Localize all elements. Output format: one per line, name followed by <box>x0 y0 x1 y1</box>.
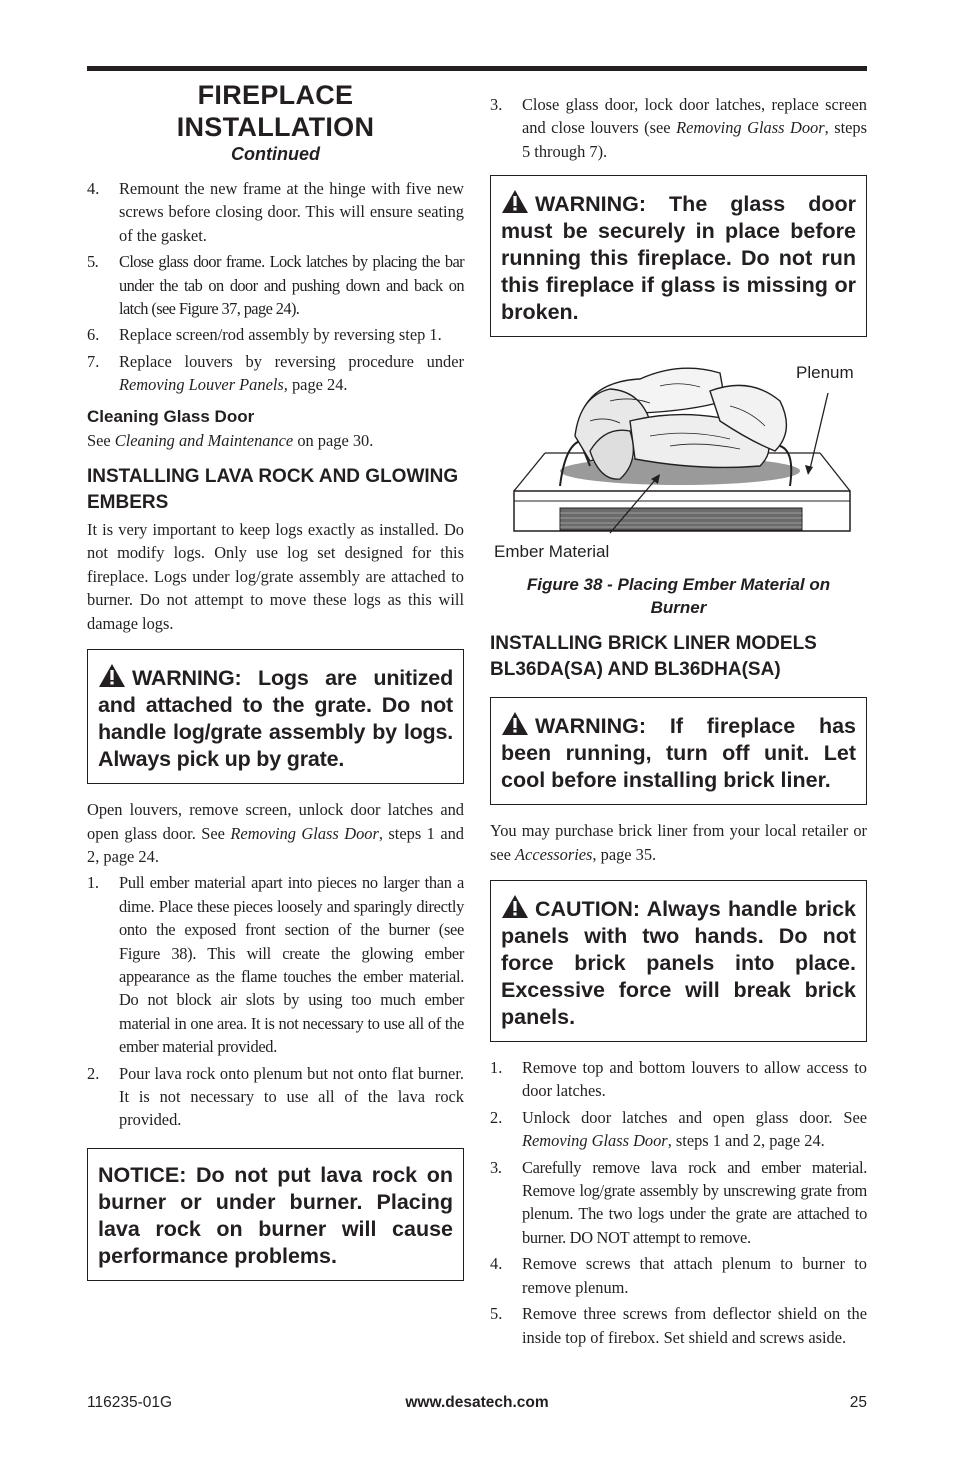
list-item: 4. Remount the new frame at the hinge with five new screws before closing door. This will ensure seating of the gasket. <box>87 179 464 245</box>
list-item: 4. Remove screws that attach plenum to burner to remove plenum. <box>490 1254 867 1297</box>
lava-paragraph: It is very important to keep logs exactly as installed. Do not modify logs. Only use log set designed for this fireplace. Logs under log/grate assembly are attached to burner. Do not attempt to move these logs as this will damage logs. <box>87 520 464 633</box>
ember-material-label: Ember Material <box>494 542 610 562</box>
notice-box: NOTICE: Do not put lava rock on burner or under burner. Placing lava rock on burner will cause performance problems. <box>87 1148 464 1281</box>
warning-triangle-icon <box>501 189 529 214</box>
figure-caption: Figure 38 - Placing Ember Material on Burner <box>526 575 831 618</box>
brick-steps <box>490 1056 867 1349</box>
list-item: 2. Unlock door latches and open glass door. See Removing Glass Door, steps 1 and 2, page 24. <box>490 1107 867 1151</box>
ember-steps <box>87 871 464 1131</box>
right-column <box>490 93 867 1352</box>
brick-heading: INSTALLING BRICK LINER MODELS BL36DA(SA) AND BL36DHA(SA) <box>490 633 817 681</box>
left-column <box>87 80 464 1295</box>
list-item: 5. Remove three screws from deflector shield on the inside top of firebox. Set shield and screws aside. <box>490 1304 867 1347</box>
warning-brick-box: WARNING: If fireplace has been running, turn off unit. Let cool before installing brick liner. <box>490 697 867 805</box>
list-item: 2. Pour lava rock onto plenum but not onto flat burner. It is not necessary to use all of the lava rock provided. <box>87 1063 464 1130</box>
cleaning-text: See Cleaning and Maintenance on page 30. <box>87 430 374 450</box>
page-footer <box>87 1394 867 1418</box>
warning-triangle-icon <box>501 711 529 736</box>
caution-box: CAUTION: Always handle brick panels with two hands. Do not force brick panels into place. Excessive force will break brick panels. <box>490 880 867 1042</box>
purchase-paragraph: You may purchase brick liner from your local retailer or see Accessories, page 35. <box>490 821 867 864</box>
doc-number: 116235-01G <box>87 1394 173 1411</box>
warning-triangle-icon <box>501 894 529 919</box>
close-door-steps <box>490 93 867 163</box>
lava-heading: INSTALLING LAVA ROCK AND GLOWING EMBERS <box>87 466 459 514</box>
section-title-line2: INSTALLATION <box>176 111 375 142</box>
list-item: 3. Close glass door, lock door latches, replace screen and close louvers (see Removing Glass Door, steps 5 through 7). <box>490 95 867 161</box>
figure-38 <box>490 351 867 569</box>
page-number: 25 <box>849 1394 867 1411</box>
burner-illustration <box>490 351 867 569</box>
list-item: 3. Carefully remove lava rock and ember material. Remove log/grate assembly by unscrewing grate from plenum. The two logs under the grate are attached to burner. DO NOT attempt to remove. <box>490 1157 867 1247</box>
plenum-label: Plenum <box>796 363 854 383</box>
glass-door-steps <box>87 177 464 397</box>
warning-triangle-icon <box>98 663 126 688</box>
section-title-line1: FIREPLACE <box>197 80 354 110</box>
warning-glass-box: WARNING: The glass door must be securely in place before running this fireplace. Do not run this fireplace if glass is missing or broken. <box>490 175 867 337</box>
website-link[interactable]: www.desatech.com <box>405 1394 549 1411</box>
cleaning-heading: Cleaning Glass Door <box>87 406 255 426</box>
section-subtitle: Continued <box>231 144 320 164</box>
list-item: 1. Remove top and bottom louvers to allow access to door latches. <box>490 1058 867 1101</box>
open-louvers-paragraph: Open louvers, remove screen, unlock door latches and open glass door. See Removing Glass Door, steps 1 and 2, page 24. <box>87 800 465 866</box>
top-rule <box>87 66 867 71</box>
list-item: 1. Pull ember material apart into pieces no larger than a dime. Place these pieces loosely and sparingly directly onto the exposed front section of the burner (see Figure 38). This will create the glowing ember appearance as the flame touches the ember material. Do not block air slots by using too much ember material in one area. It is not necessary to use all of the ember material provided. <box>87 873 464 1057</box>
list-item: 5. Close glass door frame. Lock latches by placing the bar under the tab on door and pushing down and back on latch (see Figure 37, page 24). <box>87 252 464 319</box>
list-item: 6. Replace screen/rod assembly by reversing step 1. <box>87 325 442 345</box>
warning-logs-box: WARNING: Logs are unitized and attached to the grate. Do not handle log/grate assembly by logs. Always pick up by grate. <box>87 649 464 784</box>
list-item: 7. Replace louvers by reversing procedure under Removing Louver Panels, page 24. <box>87 351 464 395</box>
